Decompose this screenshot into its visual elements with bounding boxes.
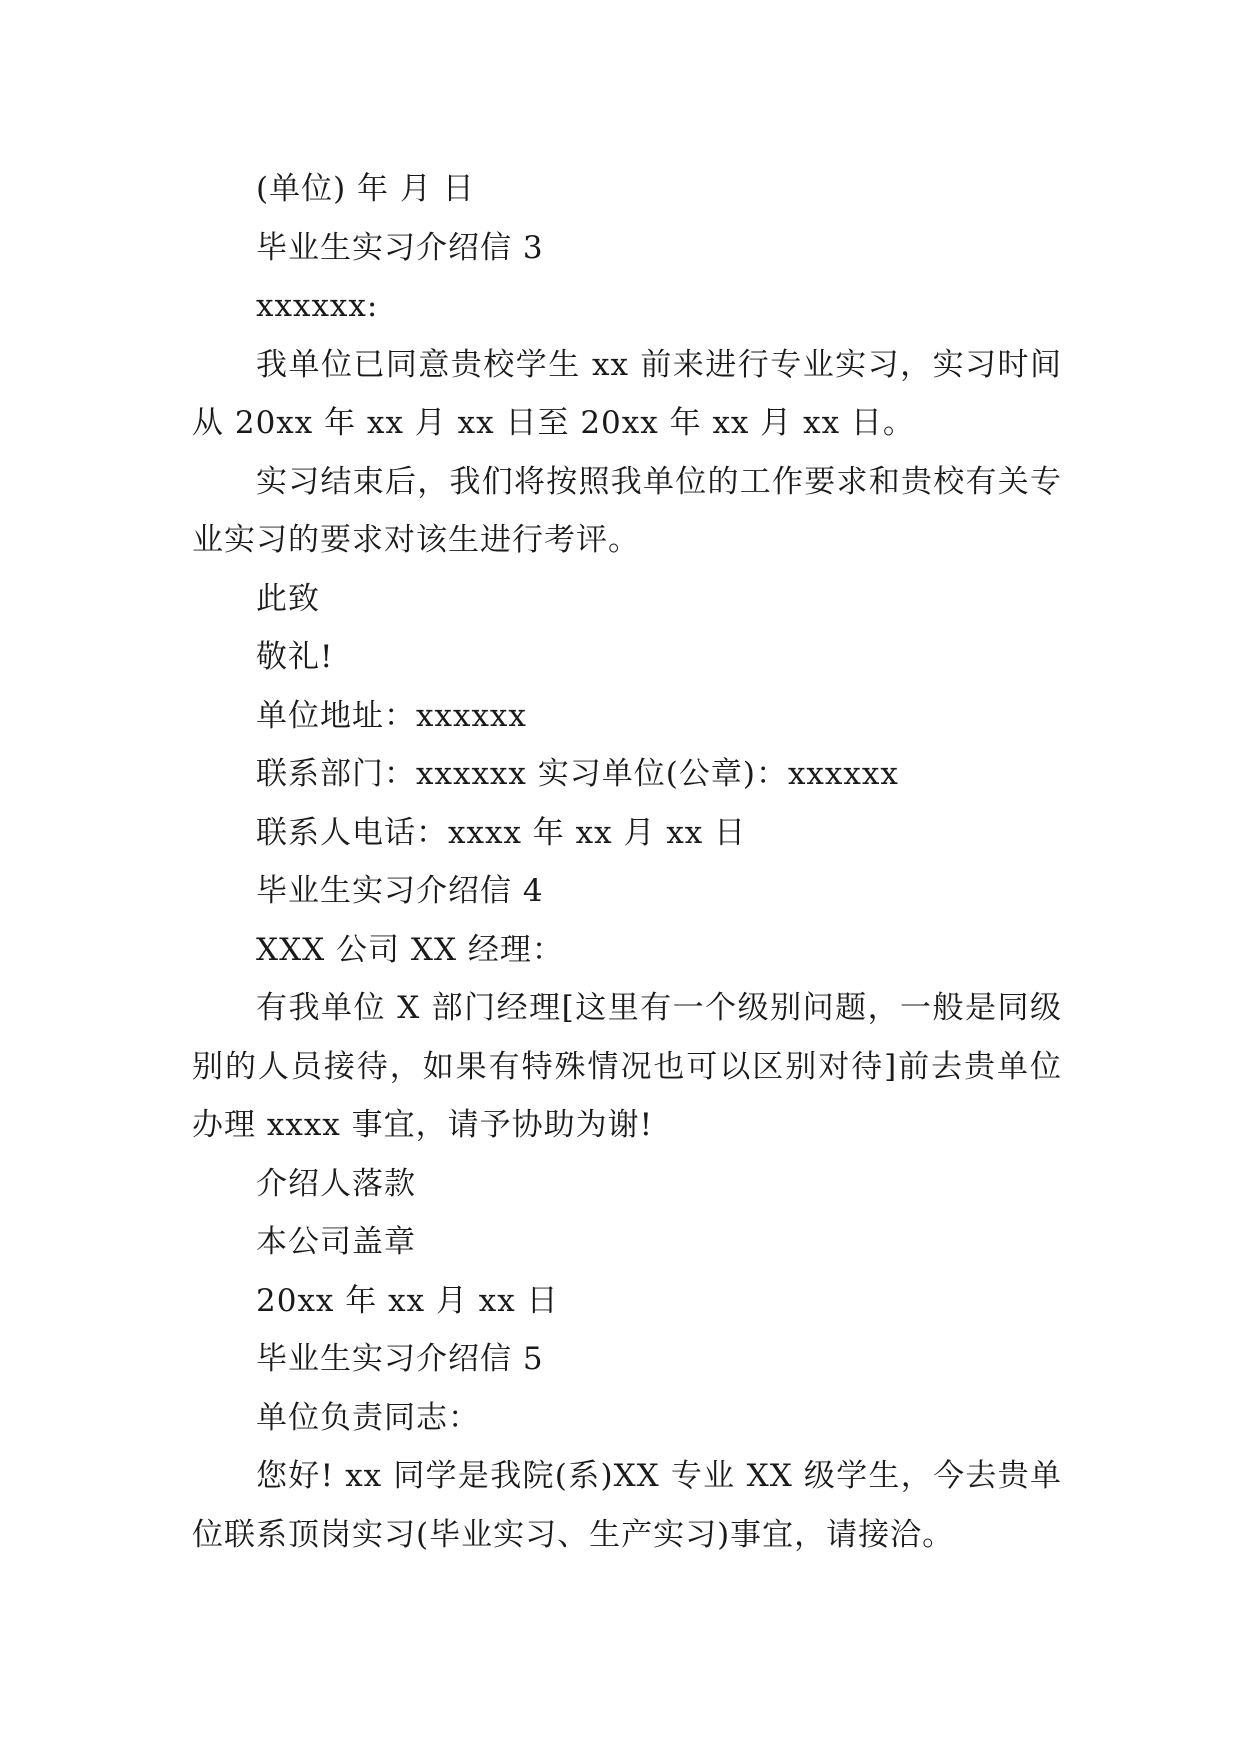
company-seal: 本公司盖章	[256, 1224, 416, 1260]
letter-title-5: 毕业生实习介绍信 5	[256, 1341, 544, 1377]
paragraph-introduction: 有我单位 X 部门经理[这里有一个级别问题，一般是同级别的人员接待，如果有特殊情况也可以区别对待]前去贵单位办理 xxxx 事宜，请予协助为谢!	[192, 990, 1062, 1143]
paragraph-greeting: 您好! xx 同学是我院(系)XX 专业 XX 级学生，今去贵单位联系顶岗实习(毕业实习、生产实习)事宜，请接洽。	[192, 1458, 1062, 1553]
unit-address: 单位地址：xxxxxx	[256, 697, 527, 734]
closing-line-2: 敬礼!	[256, 639, 334, 675]
signature-date: 20xx 年 xx 月 xx 日	[256, 1282, 559, 1319]
closing-line-1: 此致	[256, 580, 320, 617]
document-body	[192, 160, 1062, 1564]
salutation-5: 单位负责同志：	[256, 1399, 480, 1436]
salutation-3: xxxxxx:	[256, 288, 379, 324]
paragraph-evaluation: 实习结束后，我们将按照我单位的工作要求和贵校有关专业实习的要求对该生进行考评。	[192, 463, 1062, 558]
date-line: (单位) 年 月 日	[256, 171, 475, 207]
contact-department: 联系部门：xxxxxx 实习单位(公章)：xxxxxx	[256, 756, 899, 792]
contact-phone: 联系人电话：xxxx 年 xx 月 xx 日	[256, 814, 747, 851]
salutation-4: XXX 公司 XX 经理：	[256, 931, 564, 968]
introducer-signature: 介绍人落款	[256, 1165, 416, 1202]
letter-title-3: 毕业生实习介绍信 3	[256, 229, 544, 266]
letter-title-4: 毕业生实习介绍信 4	[256, 873, 544, 909]
paragraph-consent: 我单位已同意贵校学生 xx 前来进行专业实习，实习时间从 20xx 年 xx 月 xx 日至 20xx 年 xx 月 xx 日。	[192, 346, 1062, 441]
